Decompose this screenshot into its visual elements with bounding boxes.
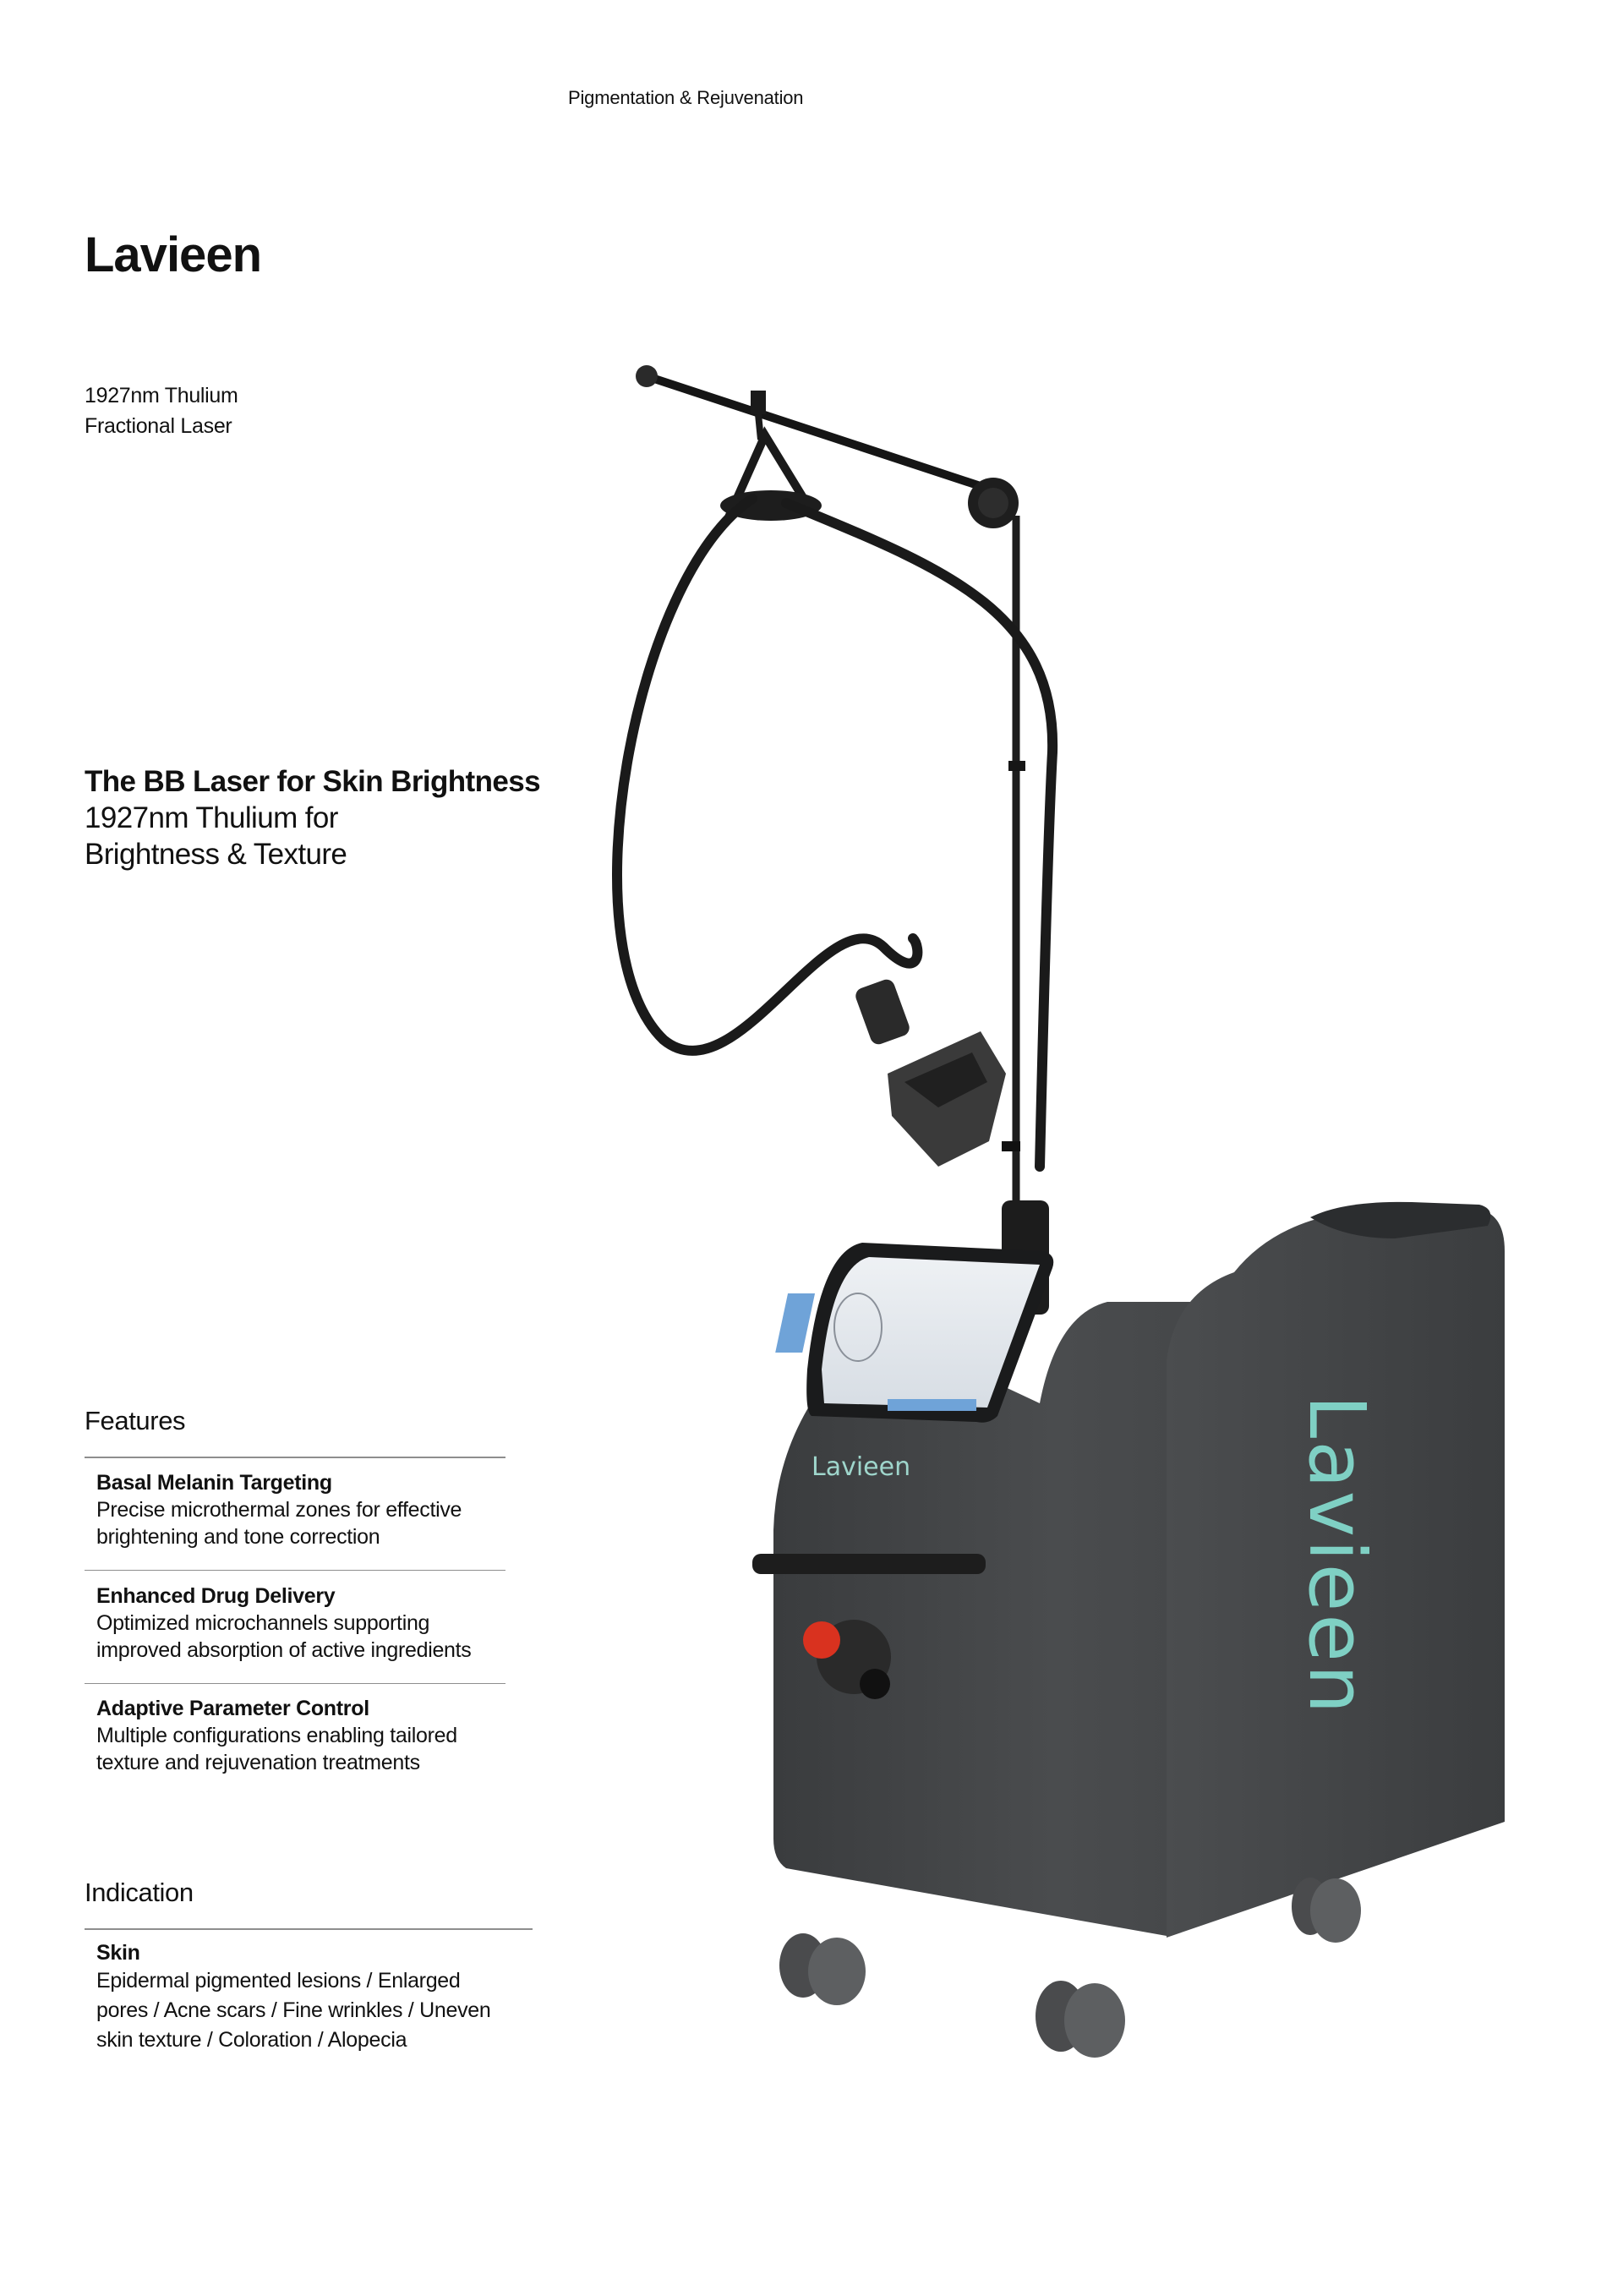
product-tagline (85, 763, 540, 872)
indication-title: Skin (96, 1941, 140, 1965)
emergency-stop-icon (803, 1621, 840, 1659)
spec-line: Fractional Laser (85, 414, 232, 438)
feature-desc-line: texture and rejuvenation treatments (96, 1751, 420, 1774)
feature-divider (85, 1570, 505, 1571)
spec-line: 1927nm Thulium (85, 384, 238, 407)
device-cabinet (752, 1202, 1505, 1938)
feature-desc-line: brightening and tone correction (96, 1525, 380, 1549)
feature-divider (85, 1683, 505, 1684)
indication-line: Epidermal pigmented lesions / Enlarged (96, 1969, 461, 1993)
product-title: Lavieen (85, 227, 261, 282)
feature-desc-line: Optimized microchannels supporting (96, 1611, 430, 1635)
feature-item (96, 1469, 462, 1550)
device-front-logo: Lavieen (812, 1452, 911, 1482)
indication-line: pores / Acne scars / Fine wrinkles / Uneven (96, 1998, 491, 2022)
feature-title: Basal Melanin Targeting (96, 1471, 332, 1495)
page-category: Pigmentation & Rejuvenation (568, 87, 804, 108)
feature-desc-line: Multiple configurations enabling tailored (96, 1724, 457, 1747)
features-divider (85, 1457, 505, 1458)
indication-divider (85, 1928, 533, 1930)
feature-title: Adaptive Parameter Control (96, 1697, 369, 1720)
laser-device-image (583, 355, 1382, 2113)
features-heading: Features (85, 1406, 186, 1435)
indication-item (96, 1939, 490, 2055)
feature-desc-line: improved absorption of active ingredients (96, 1638, 472, 1662)
handpiece-holder (853, 977, 1020, 1167)
feature-item (96, 1695, 457, 1776)
device-side-logo: Lavieen (1292, 1395, 1382, 1717)
feature-item (96, 1583, 472, 1664)
indication-heading: Indication (85, 1878, 194, 1907)
feature-desc-line: Precise microthermal zones for effective (96, 1498, 462, 1522)
tagline-line: 1927nm Thulium for (85, 801, 338, 834)
tagline-headline: The BB Laser for Skin Brightness (85, 765, 540, 798)
product-spec (85, 380, 238, 441)
indication-line: skin texture / Coloration / Alopecia (96, 2028, 407, 2052)
tagline-line: Brightness & Texture (85, 838, 347, 871)
feature-title: Enhanced Drug Delivery (96, 1584, 336, 1608)
